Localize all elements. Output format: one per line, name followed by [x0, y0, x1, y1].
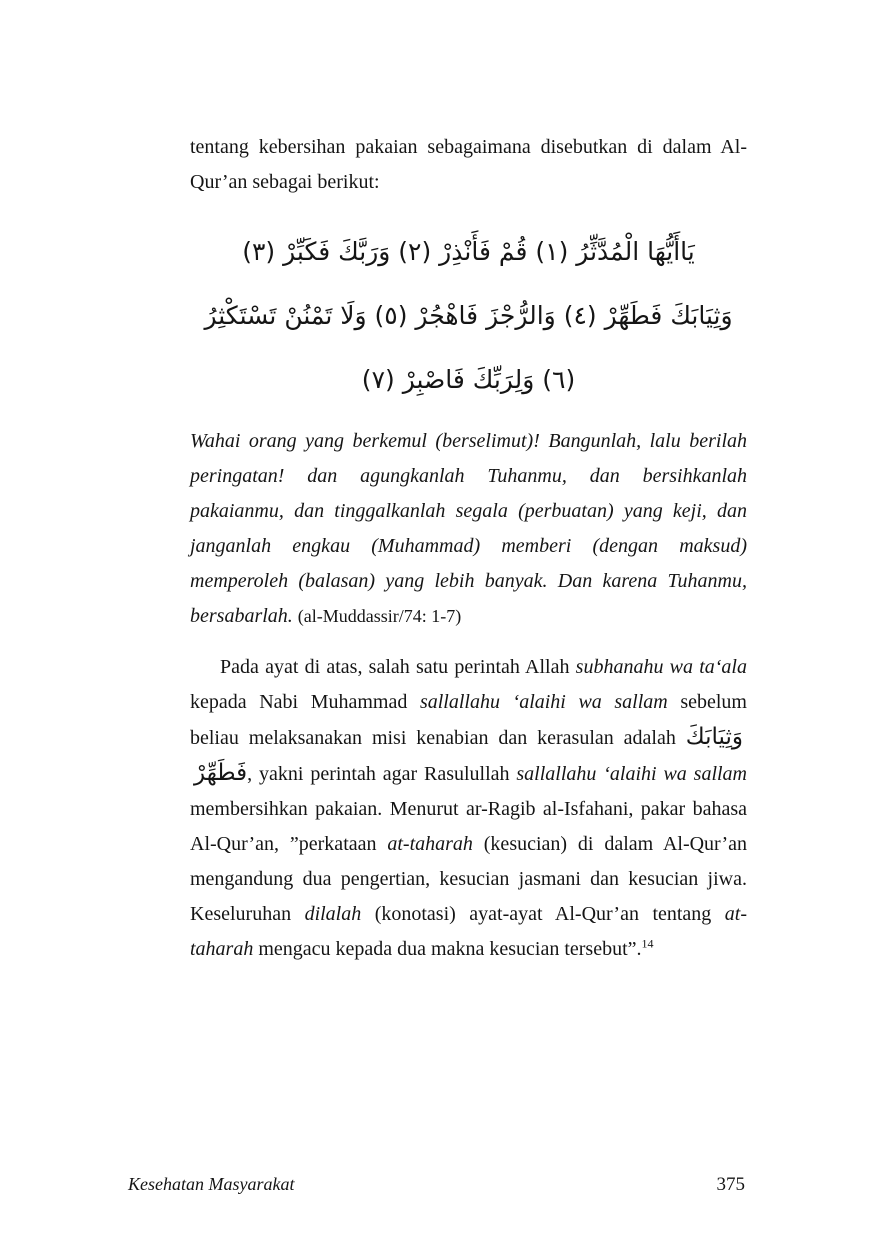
page-footer — [128, 1174, 745, 1196]
text-segment-normal: (konotasi) ayat-ayat Al-Qur’an tentang — [361, 903, 725, 925]
text-segment-cite: (al-Muddassir/74: 1-7) — [297, 606, 462, 626]
text-segment-normal: membersihkan pakaian. Menurut ar-Ragib al-Isfahani, pakar bahasa Al-Qur’an, ”perkataan — [190, 798, 747, 855]
running-footer-title: Kesehatan Masyarakat — [128, 1174, 295, 1194]
text-segment-normal: sebelum beliau melaksanakan misi kenabian dan kerasulan adalah — [190, 691, 747, 749]
text-segment-italic: Wahai orang yang berkemul (berselimut)! Bangunlah, lalu berilah peringatan! dan agungkanlah Tuhanmu, dan bersihkanlah pakaianmu, dan tinggalkanlah segala (perbuatan) yang keji, dan janganlah engkau (Muhammad) memberi (dengan maksud) memperoleh (balasan) yang lebih banyak. Dan karena Tuhanmu, bersabarlah. — [190, 430, 747, 627]
text-segment-normal: Pada ayat di atas, salah satu perintah Allah — [220, 656, 576, 678]
arabic-verse-line: يَاأَيُّهَا الْمُدَّثِّرُ (١) قُمْ فَأَنْذِرْ (٢) وَرَبَّكَ فَكَبِّرْ (٣) — [242, 237, 695, 266]
quran-verse-arabic — [190, 220, 747, 412]
text-segment-italic: subhanahu wa ta‘ala — [575, 656, 747, 678]
text-segment-italic: at-taharah — [387, 833, 473, 855]
text-segment-normal: (kesucian) di dalam Al-Qur’an mengandung dua pengertian, kesucian jasmani dan kesucian jiwa. Keseluruhan — [190, 833, 747, 925]
text-segment-normal: , yakni perintah agar Rasulullah — [247, 763, 517, 785]
text-segment-superscript: 14 — [641, 936, 654, 951]
text-segment-normal: kepada Nabi Muhammad — [190, 691, 420, 713]
arabic-verse-line: وَثِيَابَكَ فَطَهِّرْ (٤) وَالرُّجْزَ فَاهْجُرْ (٥) وَلَا تَمْنُنْ تَسْتَكْثِرُ — [204, 301, 733, 330]
arabic-verse-line: (٦) وَلِرَبِّكَ فَاصْبِرْ (٧) — [361, 365, 576, 394]
text-segment-italic: sallallahu ‘alaihi wa sallam — [419, 691, 668, 713]
intro-paragraph: tentang kebersihan pakaian sebagaimana disebutkan di dalam Al-Qur’an sebagai berikut: — [190, 136, 747, 193]
text-segment-italic: dilalah — [304, 903, 362, 925]
page-content — [190, 130, 747, 967]
page-number: 375 — [716, 1174, 745, 1195]
text-segment-arabic: وَثِيَابَكَ فَطَهِّرْ — [194, 724, 743, 786]
text-segment-italic: sallallahu ‘alaihi wa sallam — [516, 763, 747, 785]
body-paragraph — [190, 650, 747, 967]
text-segment-italic: at-taharah — [190, 903, 748, 960]
text-segment-normal: mengacu kepada dua makna kesucian tersebut”. — [253, 938, 642, 960]
verse-translation — [190, 424, 747, 634]
